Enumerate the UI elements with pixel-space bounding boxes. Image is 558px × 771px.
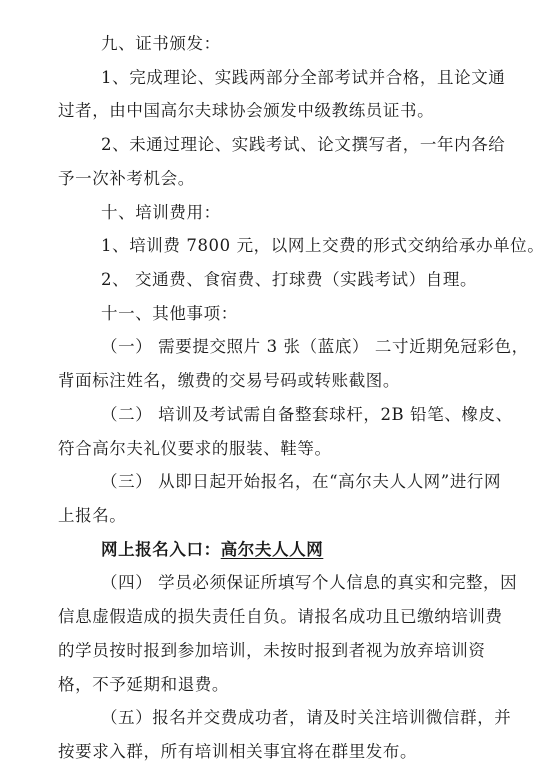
paragraph-line: 格，不予延期和退费。 xyxy=(58,675,229,694)
paragraph-line: 2、未通过理论、实践考试、论文撰写者，一年内各给 xyxy=(101,135,506,154)
section-11-heading: 十一、其他事项： xyxy=(101,304,238,323)
paragraph-line: 予一次补考机会。 xyxy=(58,169,195,188)
paragraph-line: （二） 培训及考试需自备整套球杆，2B 铅笔、橡皮、 xyxy=(101,405,513,424)
section-9-heading: 九、证书颁发： xyxy=(101,34,221,53)
paragraph-line: （四） 学员必须保证所填写个人信息的真实和完整，因 xyxy=(101,573,518,592)
section-10-heading: 十、培训费用： xyxy=(101,203,221,222)
registration-site-link[interactable]: 高尔夫人人网 xyxy=(220,540,324,559)
paragraph-line: 按要求入群，所有培训相关事宜将在群里发布。 xyxy=(58,742,418,761)
paragraph-line: 1、培训费 7800 元，以网上交费的形式交纳给承办单位。 xyxy=(101,236,545,255)
paragraph-line: 1、完成理论、实践两部分全部考试并合格，且论文通 xyxy=(101,68,506,87)
paragraph-line: 2、 交通费、食宿费、打球费（实践考试）自理。 xyxy=(101,270,478,289)
registration-entry-heading xyxy=(101,539,323,561)
paragraph-line: 上报名。 xyxy=(58,506,127,525)
paragraph-line: 信息虚假造成的损失责任自负。请报名成功且已缴纳培训费 xyxy=(58,607,503,626)
paragraph-line: 的学员按时报到参加培训，未按时报到者视为放弃培训资 xyxy=(58,641,486,660)
paragraph-line: 背面标注姓名，缴费的交易号码或转账截图。 xyxy=(58,371,400,390)
paragraph-line: （三） 从即日起开始报名，在“高尔夫人人网”进行网 xyxy=(101,472,502,491)
paragraph-line: （一） 需要提交照片 3 张（蓝底） 二寸近期免冠彩色， xyxy=(101,337,529,356)
paragraph-line: 过者，由中国高尔夫球协会颁发中级教练员证书。 xyxy=(58,101,435,120)
paragraph-line: （五）报名并交费成功者，请及时关注培训微信群，并 xyxy=(101,708,512,727)
registration-entry-label: 网上报名入口： xyxy=(101,540,221,559)
paragraph-line: 符合高尔夫礼仪要求的服装、鞋等。 xyxy=(58,439,332,458)
